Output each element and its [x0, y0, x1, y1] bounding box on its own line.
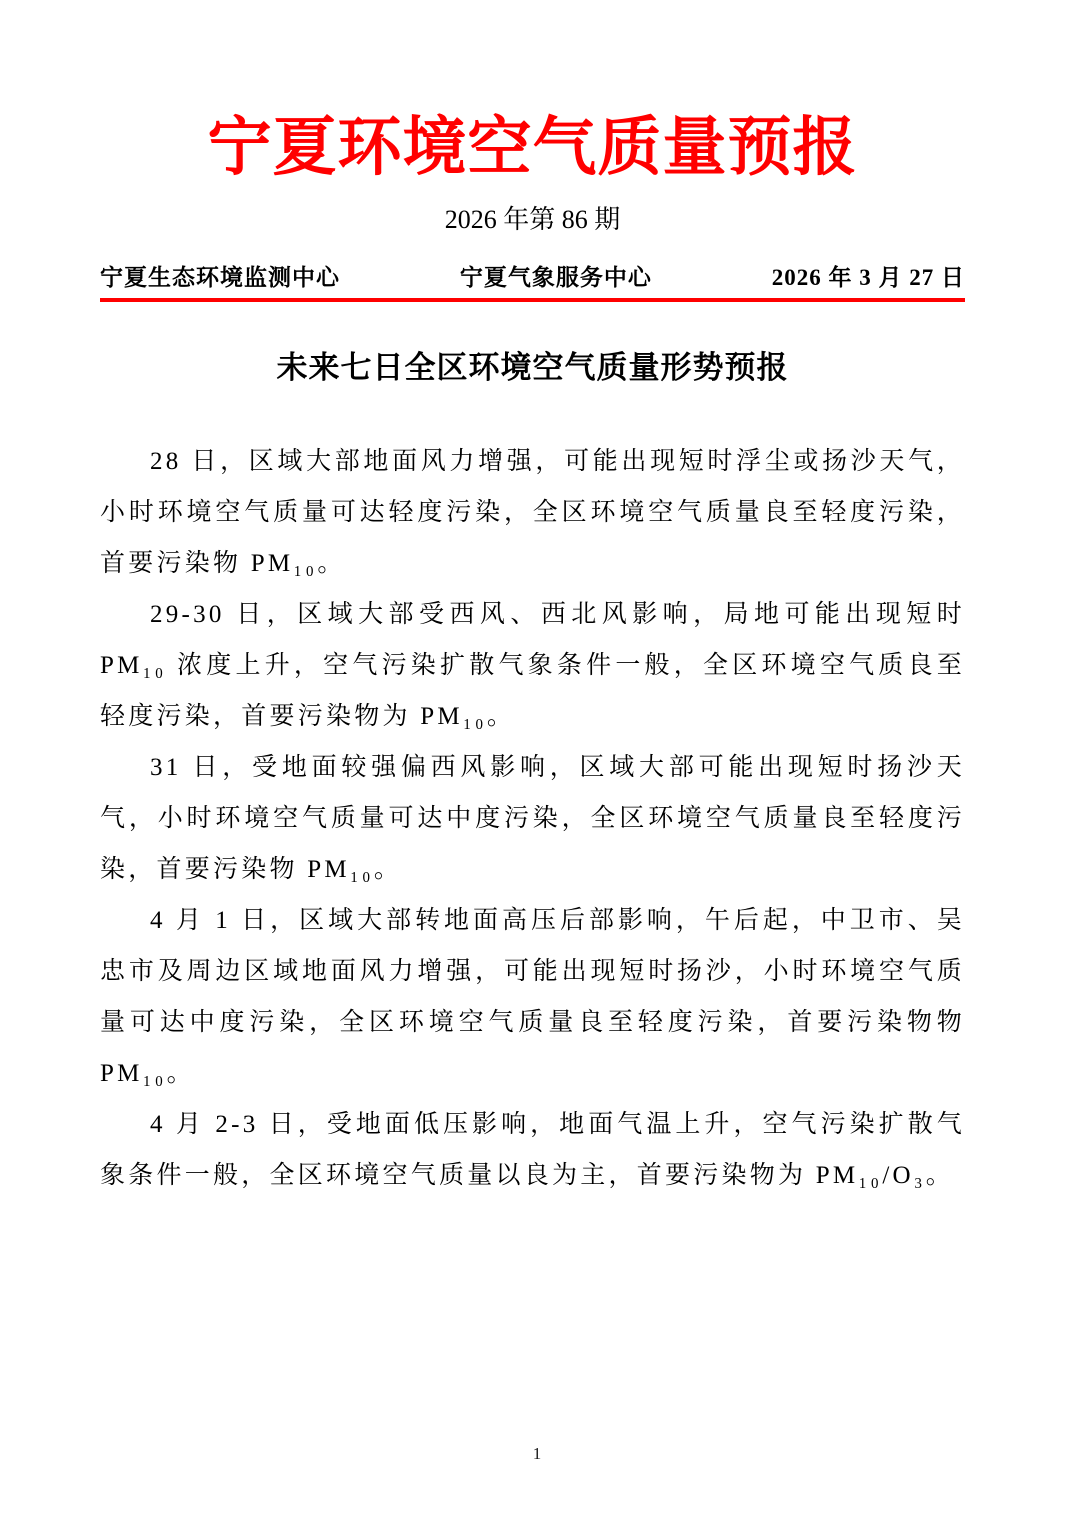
section-title: 未来七日全区环境空气质量形势预报: [276, 350, 789, 386]
issue-date: 2026 年 3 月 27 日: [771, 265, 965, 291]
forecast-body: [100, 436, 965, 1201]
page-number: 1: [532, 1444, 542, 1463]
forecast-paragraph-day28: 28 日，区域大部地面风力增强，可能出现短时浮尘或扬沙天气，小时环境空气质量可达轻度污染，全区环境空气质量良至轻度污染，首要污染物 PM₁₀。: [100, 448, 965, 578]
forecast-paragraph-apr1: 4 月 1 日，区域大部转地面高压后部影响，午后起，中卫市、吴忠市及周边区域地面风力增强，可能出现短时扬沙，小时环境空气质量可达中度污染，全区环境空气质量良至轻度污染，首要污染物物 PM₁₀。: [100, 907, 965, 1088]
forecast-paragraph-day29-30: 29-30 日，区域大部受西风、西北风影响，局地可能出现短时 PM₁₀ 浓度上升，空气污染扩散气象条件一般，全区环境空气质良至轻度污染，首要污染物为 PM₁₀。: [100, 601, 965, 731]
forecast-paragraph-apr2-3: 4 月 2-3 日，受地面低压影响，地面气温上升，空气污染扩散气象条件一般，全区环境空气质量以良为主，首要污染物为 PM₁₀/O₃。: [100, 1111, 965, 1190]
header-divider: [100, 298, 965, 302]
header-row: [100, 263, 965, 293]
document-title: 宁夏环境空气质量预报: [207, 112, 858, 183]
issue-number: 2026 年第 86 期: [444, 205, 621, 234]
forecast-paragraph-day31: 31 日，受地面较强偏西风影响，区域大部可能出现短时扬沙天气，小时环境空气质量可达中度污染，全区环境空气质量良至轻度污染，首要污染物 PM₁₀。: [100, 754, 965, 884]
org-monitoring-center: 宁夏生态环境监测中心: [100, 264, 340, 291]
org-weather-service-center: 宁夏气象服务中心: [459, 264, 652, 291]
